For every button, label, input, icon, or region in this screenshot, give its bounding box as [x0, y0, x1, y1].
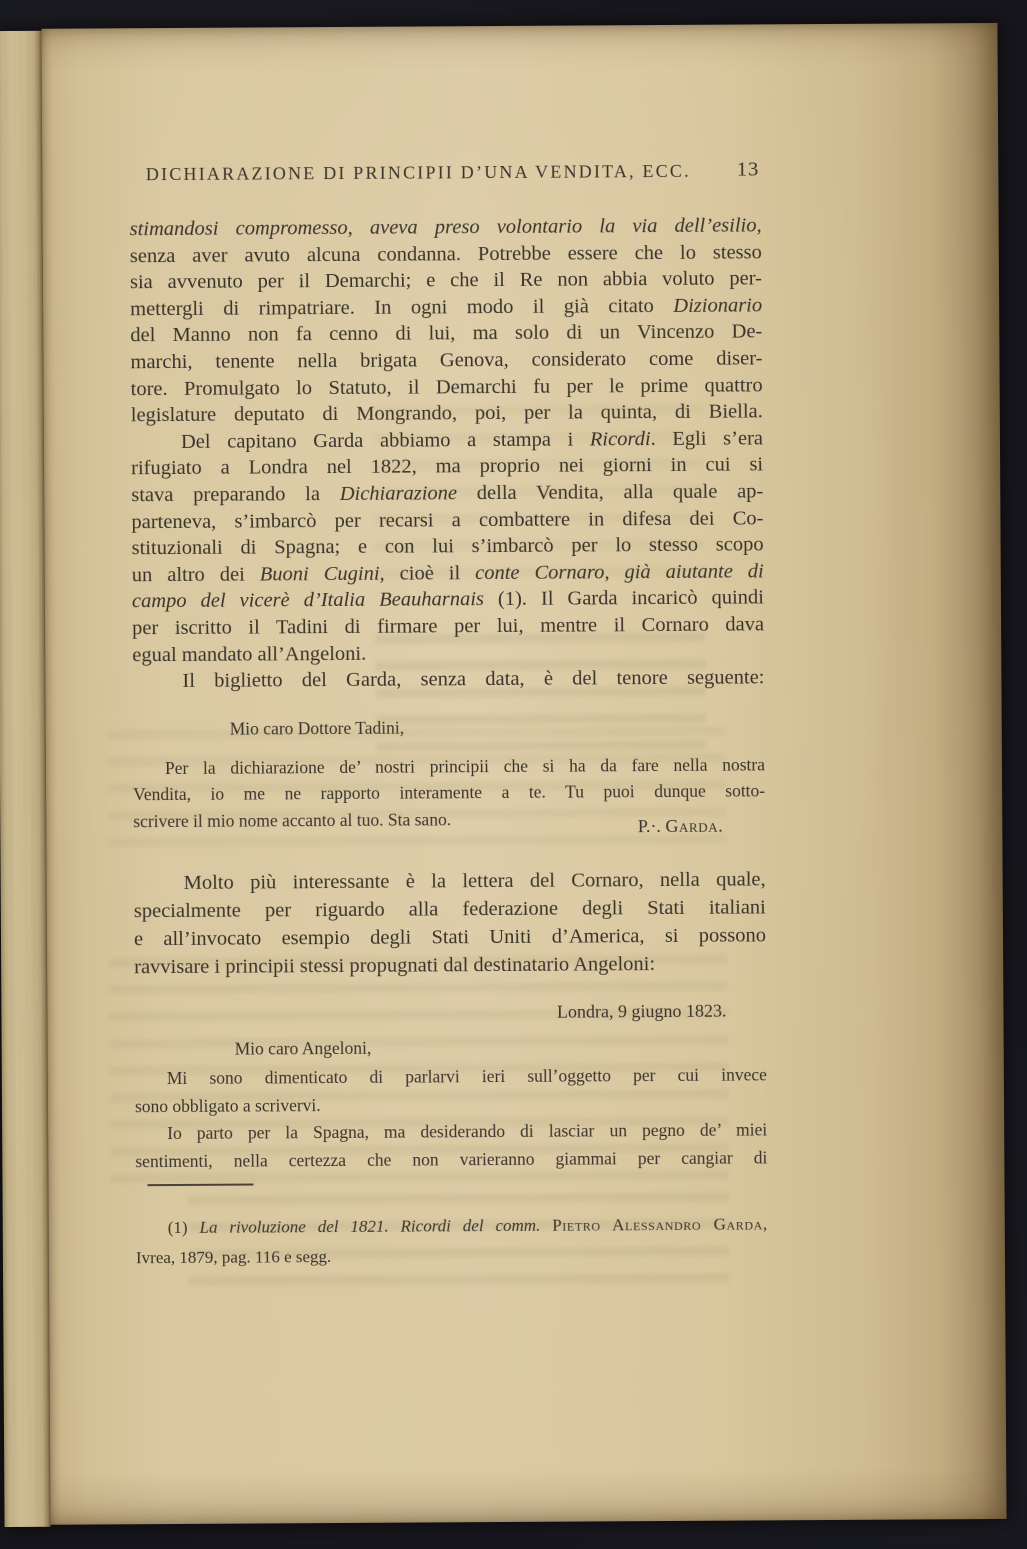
- text-line: parteneva, s’imbarcò per recarsi a combattere in difesa dei Co-: [131, 506, 764, 533]
- text-line: legislature deputato di Mongrando, poi, per la quinta, di Biella.: [130, 400, 763, 427]
- text-line: marchi, tenente nella brigata Genova, considerato come diser-: [130, 347, 763, 374]
- text-line: stava preparando la Dichiarazione della Vendita, alla quale ap-: [131, 480, 764, 507]
- text-line: campo del vicerè d’Italia Beauharnais (1). Il Garda incaricò quindi: [131, 586, 764, 613]
- text-line: Per la dichiarazione de’ nostri principii che si ha da fare nella nostra: [164, 754, 766, 779]
- text-line: egual mandato all’Angeloni.: [132, 642, 367, 666]
- text-line: Londra, 9 giugno 1823.: [556, 1000, 727, 1022]
- page-number: 13: [736, 158, 760, 181]
- text-line: e all’invocato esempio degli Stati Uniti d’America, si possono: [133, 924, 767, 951]
- text-line: P.·. Garda.: [637, 815, 724, 837]
- book-spread: [0, 23, 1007, 1525]
- text-line: sono obbligato a scrivervi.: [134, 1094, 321, 1116]
- letter-tadini-salutation: [133, 712, 765, 742]
- cornaro-intro-paragraph: [134, 865, 767, 981]
- letter-angeloni-body: [135, 1061, 768, 1175]
- text-line: ravvisare i principii stessi propugnati dal destinatario Angeloni:: [134, 953, 656, 979]
- text-line: Mio caro Angeloni,: [234, 1037, 372, 1059]
- text-line: un altro dei Buoni Cugini, cioè il conte Cornaro, già aiutante di: [131, 560, 764, 586]
- letter-angeloni-salutation: [135, 1032, 767, 1062]
- text-line: Ivrea, 1879, pag. 116 e segg.: [135, 1247, 332, 1268]
- text-line: Il biglietto del Garda, senza data, è del tenore seguente:: [182, 666, 765, 693]
- text-line: stimandosi compromesso, aveva preso volontario la via dell’esilio,: [129, 214, 762, 241]
- letter-tadini-signature: [133, 812, 765, 842]
- text-line: Io parto per la Spagna, ma desiderando di lasciar un pegno de’ miei: [167, 1119, 768, 1144]
- text-line: senza aver avuto alcuna condanna. Potrebbe essere che lo stesso: [129, 240, 762, 267]
- text-line: mettergli di rimpatriare. In ogni modo il già citato Dizionario: [130, 294, 763, 321]
- text-line: rifugiato a Londra nel 1822, ma proprio nei giorni in cui si: [131, 453, 764, 480]
- text-line: Molto più interessante è la lettera del Cornaro, nella quale,: [183, 868, 766, 894]
- text-line: sentimenti, nella certezza che non varieranno giammai per cangiar di: [135, 1146, 768, 1171]
- footnote-separator-rule: [147, 1184, 253, 1187]
- text-line: Vendita, io me ne rapporto interamente a te. Tu puoi dunque sotto-: [133, 780, 766, 805]
- text-line: specialmente per riguardo alla federazione degli Stati italiani: [133, 896, 766, 923]
- page-header: [129, 160, 761, 194]
- footnote: [136, 1209, 768, 1273]
- letter-angeloni-dateline: [134, 997, 766, 1027]
- text-line: Mi sono dimenticato di parlarvi ieri sull’oggetto per cui invece: [166, 1064, 767, 1089]
- text-line: per iscritto il Tadini di firmare per lui, mentre il Cornaro dava: [132, 613, 765, 640]
- book-page: [41, 23, 1006, 1525]
- text-line: Mio caro Dottore Tadini,: [229, 717, 405, 739]
- text-line: scrivere il mio nome accanto al tuo. Sta sano.: [133, 809, 452, 832]
- text-line: (1) La rivoluzione del 1821. Ricordi del comm. Pietro Alessandro Garda,: [167, 1214, 768, 1238]
- text-line: del Manno non fa cenno di lui, ma solo di un Vincenzo De-: [130, 320, 763, 347]
- text-line: stituzionali di Spagna; e con lui s’imbarcò per lo stesso scopo: [131, 533, 764, 560]
- main-text-block: [130, 212, 765, 695]
- running-title: DICHIARAZIONE DI PRINCIPII D’UNA VENDITA, ECC.: [145, 160, 691, 185]
- text-line: tore. Promulgato lo Statuto, il Demarchi fu per le prime quattro: [130, 373, 763, 400]
- text-line: sia avvenuto per il Demarchi; e che il Re non abbia voluto per-: [129, 267, 763, 294]
- text-line: Del capitano Garda abbiamo a stampa i Ricordi. Egli s’era: [180, 427, 764, 453]
